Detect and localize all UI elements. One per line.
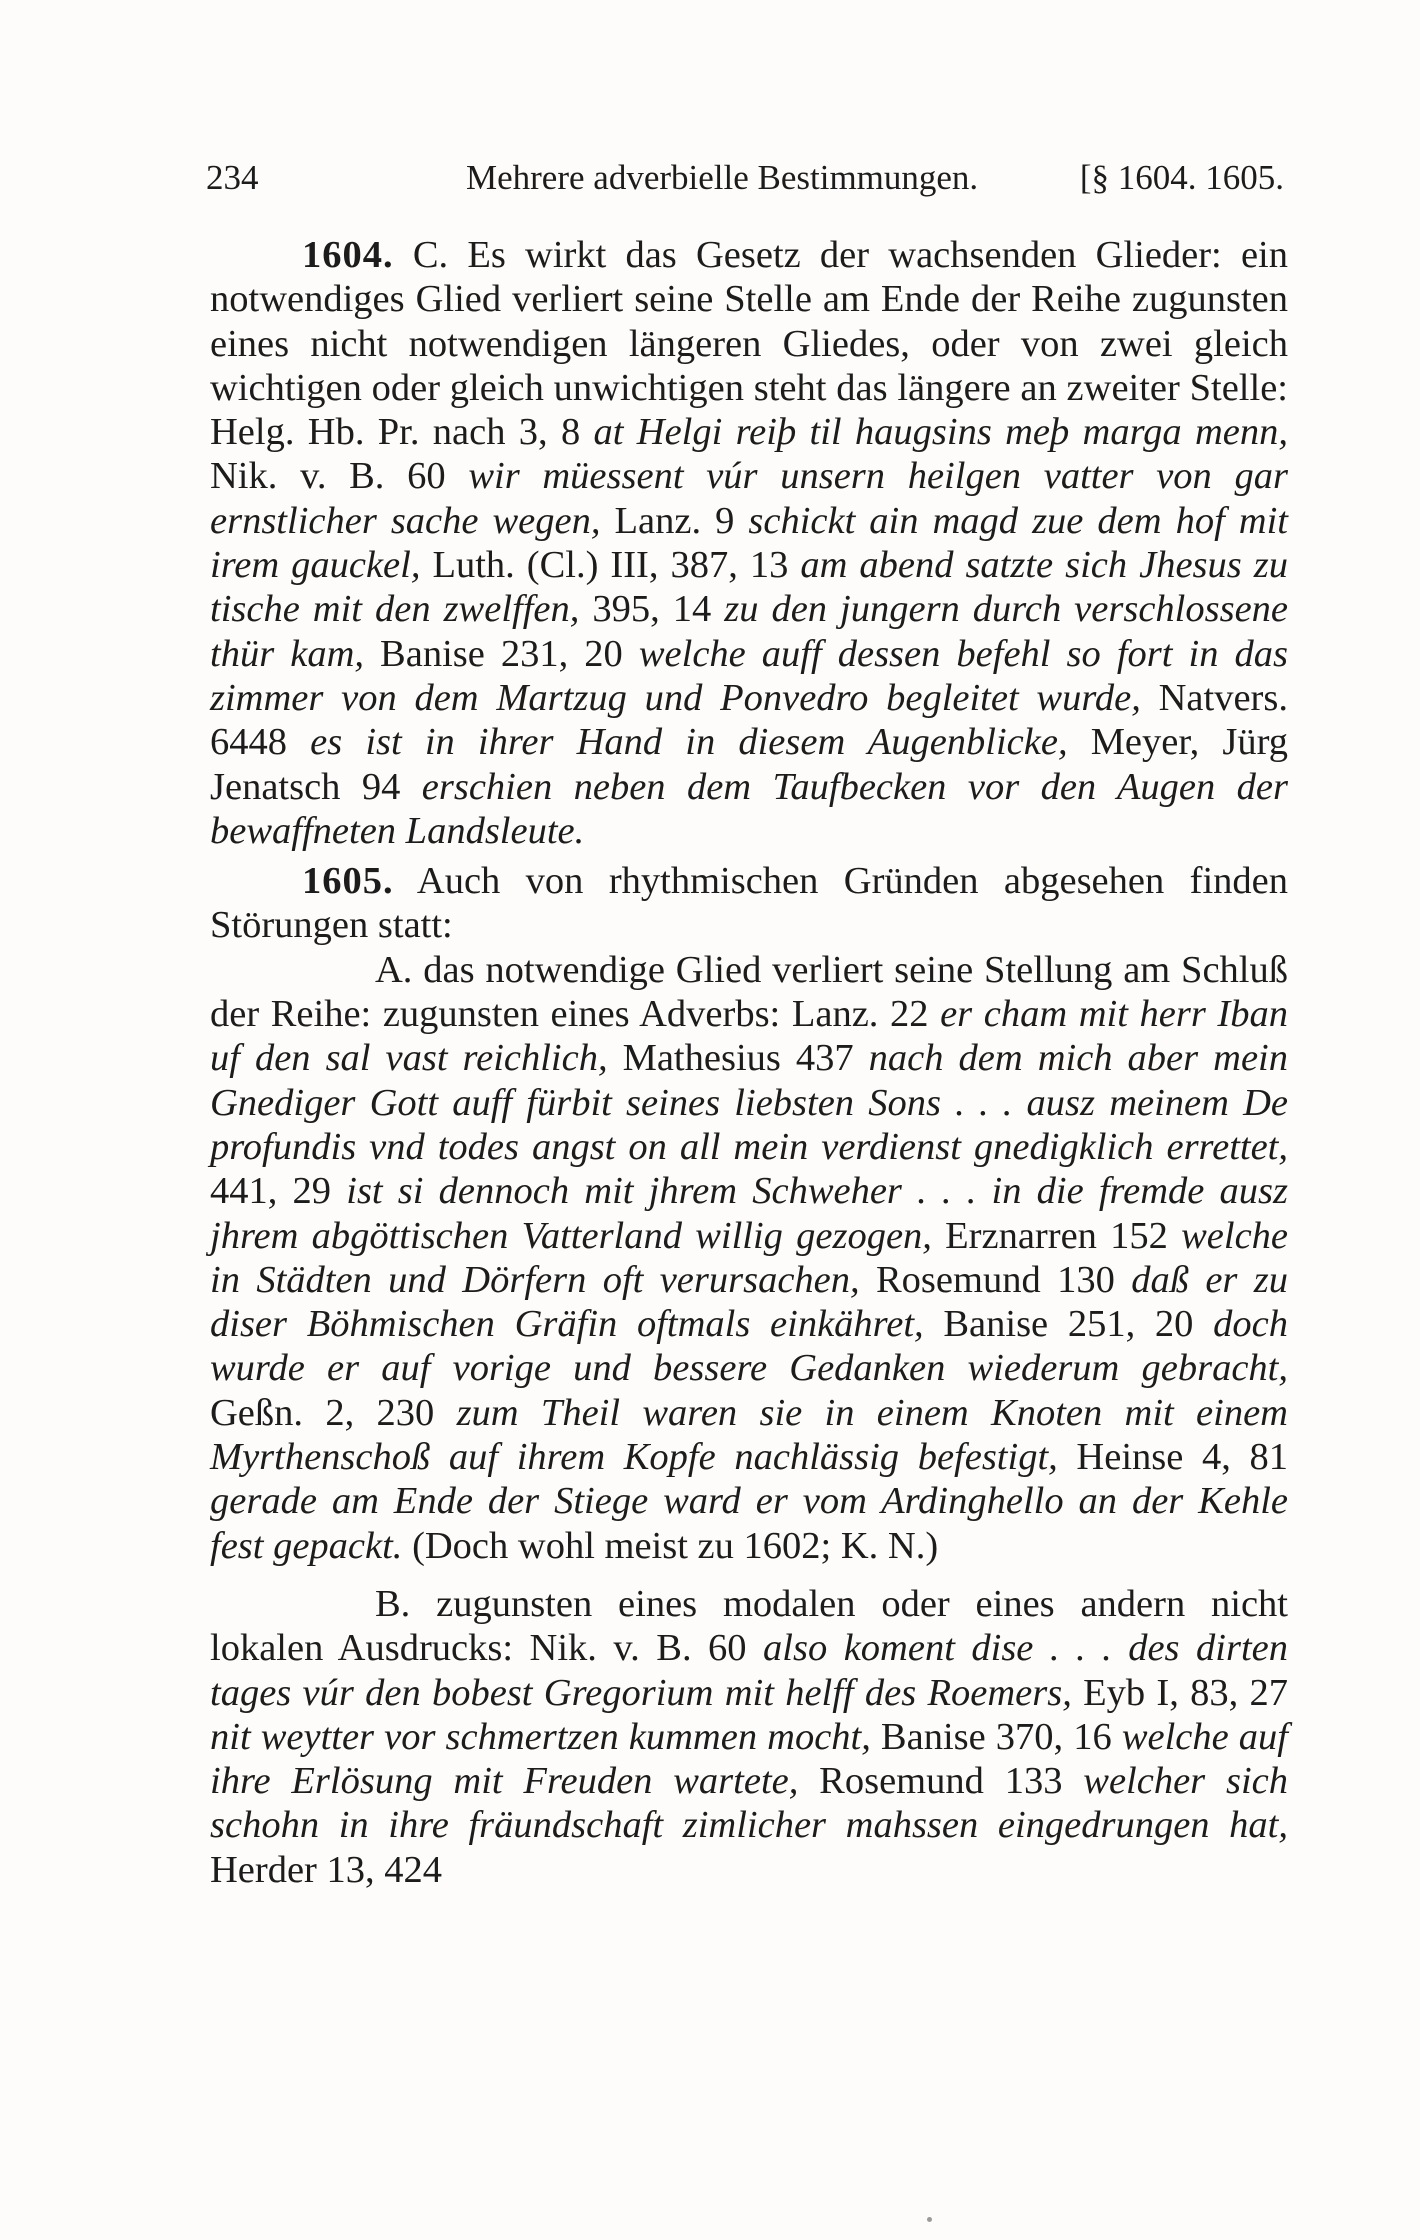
print-speck	[927, 2217, 932, 2222]
paragraph-text	[210, 1583, 1288, 1891]
text-run: Heinse 4, 81	[1057, 1436, 1288, 1479]
text-run: Banise 370, 16	[870, 1715, 1122, 1758]
text-run: Geßn. 2, 230	[210, 1391, 457, 1434]
quotation-italic: am abend satzte sich Jhesus zu tische mit den zwelffen,	[210, 544, 1288, 631]
section-text	[210, 234, 1288, 852]
quotation-italic: wir müessent vúr unsern heilgen vatter von gar ernstlicher sache wegen,	[210, 455, 1288, 542]
paragraph-a	[210, 948, 1288, 1568]
text-run: Mathesius 437	[607, 1037, 869, 1080]
text-run: A. das notwendige Glied verliert seine Stellung am Schluß der Reihe: zugunsten eines Adverbs: Lanz. 22	[210, 948, 1288, 1036]
text-run: (Doch wohl meist zu 1602; K. N.)	[402, 1524, 939, 1567]
quotation-italic: erschien neben dem Taufbecken vor den Augen der bewaffneten Landsleute.	[210, 765, 1288, 852]
quotation-italic: welcher sich schohn in ihre fräundschaft zimlicher mahssen eingedrungen hat,	[210, 1760, 1288, 1847]
paragraph-text	[210, 949, 1288, 1567]
section-number: 1605.	[302, 860, 394, 903]
quotation-italic: at Helgi reiþ til haugsins meþ marga menn,	[593, 411, 1288, 454]
text-run: 395, 14	[579, 588, 725, 631]
section-1604	[210, 233, 1288, 853]
text-run: Luth. (Cl.) III, 387, 13	[420, 544, 801, 587]
quotation-italic: zu den jungern durch verschlossene thür kam,	[210, 588, 1289, 675]
quotation-italic: nit weytter vor schmertzen kummen mocht,	[210, 1715, 871, 1758]
quotation-italic: doch wurde er auf vorige und bessere Gedanken wiederum gebracht,	[210, 1303, 1288, 1390]
quotation-italic: welche in Städten und Dörfern oft verursachen,	[210, 1214, 1288, 1301]
section-1605	[210, 859, 1288, 948]
text-run: B. zugunsten eines modalen oder eines andern nicht lokalen Ausdrucks: Nik. v. B. 60	[210, 1582, 1288, 1670]
paragraph-b	[210, 1582, 1288, 1892]
main-text	[210, 233, 1288, 1892]
text-run: Banise 231, 20	[364, 632, 639, 675]
quotation-italic: es ist in ihrer Hand in diesem Augenblicke,	[310, 721, 1068, 764]
quotation-italic: daß er zu diser Böhmischen Gräfin oftmals einkähret,	[210, 1258, 1288, 1346]
quotation-italic: schickt ain magd zue dem hof mit irem gauckel,	[210, 499, 1288, 587]
text-run: Rosemund 130	[859, 1258, 1132, 1301]
text-run: 441, 29	[210, 1170, 347, 1213]
quotation-italic: gerade am Ende der Stiege ward er vom Ardinghello an der Kehle fest gepackt.	[210, 1480, 1288, 1567]
quotation-italic: zum Theil waren sie in einem Knoten mit einem Myrthenschoß auf ihrem Kopfe nachlässig befestigt,	[210, 1391, 1288, 1479]
section-number: 1604.	[302, 234, 394, 276]
quotation-italic: welche auf ihre Erlösung mit Freuden wartete,	[210, 1715, 1288, 1803]
text-run: C. Es wirkt das Gesetz der wachsenden Glieder: ein notwendiges Glied verliert seine Stelle am Ende der Reihe zugunsten eines nicht notwendigen längeren Gliedes, oder von zwei gleich wichtigen oder gleich unwichtigen steht das längere an zweiter Stelle: Helg. Hb. Pr. nach 3, 8	[210, 234, 1288, 454]
text-run: Herder 13, 424	[210, 1848, 442, 1891]
quotation-italic: also koment dise . . . des dirten tages vúr den bobest Gregorium mit helff des Roemers,	[210, 1627, 1288, 1714]
text-run: Rosemund 133	[798, 1760, 1084, 1803]
page-number: 234	[206, 158, 259, 197]
text-run: Eyb I, 83, 27	[1071, 1671, 1288, 1714]
section-range: [§ 1604. 1605.	[1079, 158, 1284, 197]
text-run: Meyer, Jürg Jenatsch 94	[210, 721, 1288, 808]
text-run: Natvers. 6448	[210, 676, 1288, 764]
text-run: Nik. v. B. 60	[210, 455, 469, 498]
quotation-italic: nach dem mich aber mein Gnediger Gott auff fürbit seines liebsten Sons . . . ausz meinem De profundis vnd todes angst on all mein verdienst gnedigklich errettet,	[210, 1037, 1288, 1168]
text-run: Lanz. 9	[600, 499, 749, 542]
quotation-italic: welche auff dessen befehl so fort in das zimmer von dem Martzug und Ponvedro begleitet wurde,	[210, 632, 1288, 719]
text-run: Erznarren 152	[931, 1214, 1182, 1257]
quotation-italic: ist si dennoch mit jhrem Schweher . . . in die fremde ausz jhrem abgöttischen Vatterland willig gezogen,	[210, 1170, 1288, 1257]
running-header	[206, 148, 1284, 208]
text-run: Banise 251, 20	[923, 1303, 1214, 1346]
text-run: Auch von rhythmischen Gründen abgesehen finden Störungen statt:	[210, 860, 1288, 947]
quotation-italic: er cham mit herr Iban uf den sal vast reichlich,	[210, 993, 1288, 1080]
running-title: Mehrere adverbielle Bestimmungen.	[466, 158, 979, 197]
